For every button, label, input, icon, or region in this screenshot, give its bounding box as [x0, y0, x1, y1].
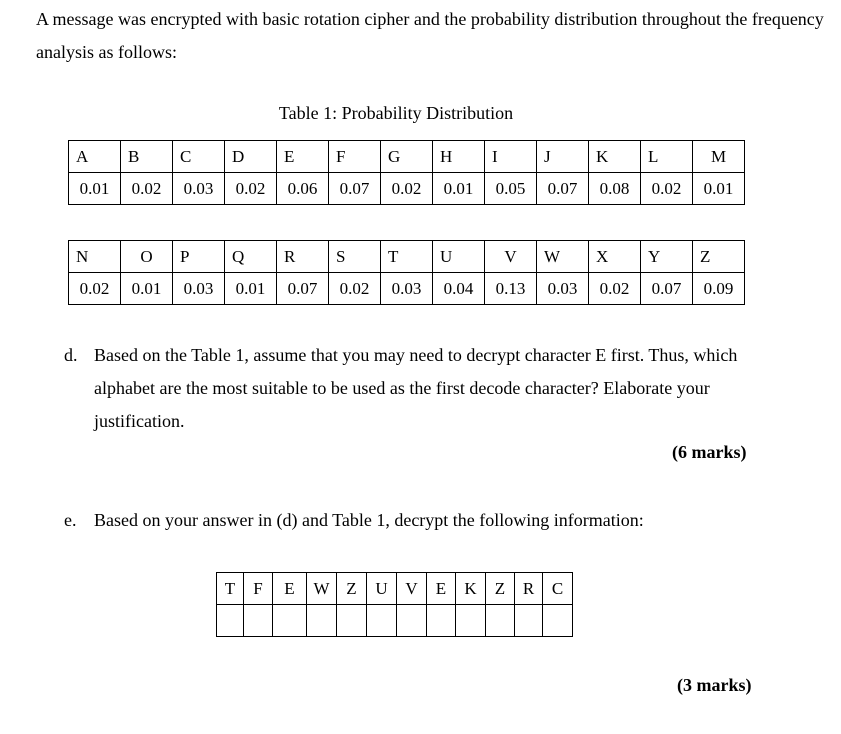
probability-cell: 0.01: [693, 173, 745, 205]
letter-cell: L: [641, 141, 693, 173]
letter-cell: F: [329, 141, 381, 173]
letter-cell: K: [589, 141, 641, 173]
letter-cell: Y: [641, 241, 693, 273]
probability-cell: 0.01: [433, 173, 485, 205]
answer-cell[interactable]: [515, 605, 543, 637]
probability-cell: 0.03: [173, 173, 225, 205]
letter-row: [69, 241, 745, 273]
probability-cell: 0.01: [225, 273, 277, 305]
probability-row: [69, 273, 745, 305]
probability-row: [69, 173, 745, 205]
probability-cell: 0.04: [433, 273, 485, 305]
cipher-letter-cell: K: [456, 573, 486, 605]
letter-cell: O: [121, 241, 173, 273]
question-d-marks: (6 marks): [672, 442, 747, 462]
probability-cell: 0.02: [381, 173, 433, 205]
question-d-label: d.: [64, 345, 78, 365]
letter-cell: S: [329, 241, 381, 273]
probability-cell: 0.01: [69, 173, 121, 205]
answer-cell[interactable]: [543, 605, 573, 637]
probability-cell: 0.08: [589, 173, 641, 205]
letter-cell: E: [277, 141, 329, 173]
letter-cell: J: [537, 141, 589, 173]
probability-cell: 0.03: [173, 273, 225, 305]
probability-cell: 0.02: [329, 273, 381, 305]
letter-cell: P: [173, 241, 225, 273]
cipher-letter-cell: V: [397, 573, 427, 605]
question-e: [64, 504, 764, 537]
letter-cell: Q: [225, 241, 277, 273]
letter-cell: C: [173, 141, 225, 173]
letter-cell: Z: [693, 241, 745, 273]
intro-paragraph: A message was encrypted with basic rotation cipher and the probability distribution throughout the frequency analysis as follows:: [36, 9, 824, 62]
probability-cell: 0.05: [485, 173, 537, 205]
probability-cell: 0.02: [589, 273, 641, 305]
cipher-letter-cell: U: [367, 573, 397, 605]
letter-cell: D: [225, 141, 277, 173]
probability-cell: 0.03: [537, 273, 589, 305]
probability-table-n-to-z: [68, 240, 745, 305]
probability-cell: 0.07: [277, 273, 329, 305]
cipher-letter-cell: E: [273, 573, 307, 605]
letter-cell: W: [537, 241, 589, 273]
probability-cell: 0.02: [225, 173, 277, 205]
answer-cell[interactable]: [397, 605, 427, 637]
letter-cell: R: [277, 241, 329, 273]
cipher-letter-cell: F: [244, 573, 273, 605]
probability-cell: 0.01: [121, 273, 173, 305]
answer-cell[interactable]: [307, 605, 337, 637]
letter-cell: T: [381, 241, 433, 273]
probability-table-a-to-m: [68, 140, 745, 205]
table-caption: Table 1: Probability Distribution: [278, 103, 514, 123]
answer-row: [217, 605, 573, 637]
answer-cell[interactable]: [273, 605, 307, 637]
answer-cell[interactable]: [367, 605, 397, 637]
cipher-letter-cell: E: [427, 573, 456, 605]
answer-cell[interactable]: [486, 605, 515, 637]
question-e-marks: (3 marks): [677, 675, 752, 695]
probability-cell: 0.02: [121, 173, 173, 205]
letter-cell: V: [485, 241, 537, 273]
letter-cell: G: [381, 141, 433, 173]
cipher-letter-cell: T: [217, 573, 244, 605]
answer-cell[interactable]: [427, 605, 456, 637]
answer-cell[interactable]: [244, 605, 273, 637]
probability-cell: 0.07: [641, 273, 693, 305]
answer-cell[interactable]: [337, 605, 367, 637]
cipher-letter-cell: Z: [337, 573, 367, 605]
cipher-letter-cell: R: [515, 573, 543, 605]
ciphertext-table: [216, 572, 573, 637]
letter-cell: M: [693, 141, 745, 173]
letter-cell: B: [121, 141, 173, 173]
answer-cell[interactable]: [217, 605, 244, 637]
answer-cell[interactable]: [456, 605, 486, 637]
question-e-label: e.: [64, 510, 77, 530]
question-d-text: Based on the Table 1, assume that you may need to decrypt character E first. Thus, which alphabet are the most suitable to be used as the first decode character? Elaborate your justification.: [94, 345, 738, 431]
probability-cell: 0.09: [693, 273, 745, 305]
letter-cell: U: [433, 241, 485, 273]
letter-cell: X: [589, 241, 641, 273]
ciphertext-row: [217, 573, 573, 605]
letter-cell: N: [69, 241, 121, 273]
probability-cell: 0.02: [641, 173, 693, 205]
question-d: [64, 339, 764, 438]
probability-cell: 0.13: [485, 273, 537, 305]
cipher-letter-cell: Z: [486, 573, 515, 605]
probability-cell: 0.07: [329, 173, 381, 205]
cipher-letter-cell: C: [543, 573, 573, 605]
probability-cell: 0.03: [381, 273, 433, 305]
cipher-letter-cell: W: [307, 573, 337, 605]
letter-cell: I: [485, 141, 537, 173]
probability-cell: 0.07: [537, 173, 589, 205]
letter-row: [69, 141, 745, 173]
letter-cell: A: [69, 141, 121, 173]
letter-cell: H: [433, 141, 485, 173]
question-e-text: Based on your answer in (d) and Table 1, decrypt the following information:: [94, 510, 644, 530]
probability-cell: 0.02: [69, 273, 121, 305]
probability-cell: 0.06: [277, 173, 329, 205]
